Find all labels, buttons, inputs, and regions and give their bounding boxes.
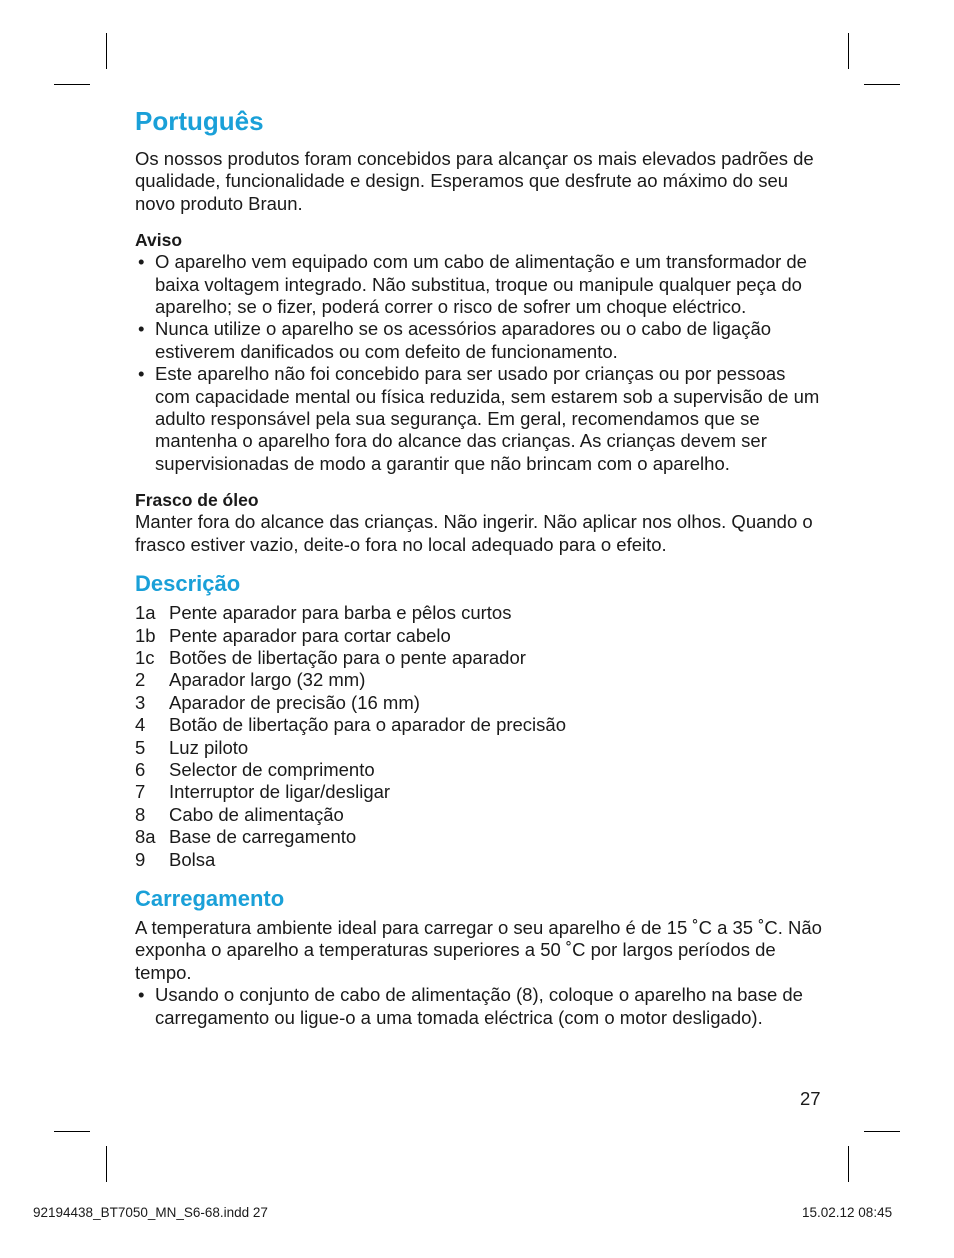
- part-label: Cabo de alimentação: [169, 803, 344, 825]
- part-number: 8a: [135, 826, 156, 848]
- list-item: [135, 714, 825, 736]
- crop-mark: [848, 33, 849, 69]
- part-number: 7: [135, 781, 146, 803]
- part-number: 1b: [135, 624, 156, 646]
- list-item: [135, 692, 825, 714]
- page-title: Português: [135, 106, 264, 136]
- list-item: [135, 625, 825, 647]
- footer-file: 92194438_BT7050_MN_S6-68.indd 27: [33, 1205, 268, 1220]
- warning-list: [135, 251, 825, 475]
- page-number: 27: [800, 1088, 821, 1109]
- page-content: [135, 104, 825, 1029]
- crop-mark: [864, 84, 900, 85]
- charging-paragraph: A temperatura ambiente ideal para carregar o seu aparelho é de 15 ˚C a 35 ˚C. Não exponha o aparelho a temperaturas superiores a 50 ˚C por largos períodos de tempo.: [135, 916, 822, 983]
- list-item-text: O aparelho vem equipado com um cabo de alimentação e um transformador de baixa voltagem integrado. Não substitua, troque ou manipule qualquer peça do aparelho; se o fizer, poderá correr o risco de sofrer um choque eléctrico.: [155, 251, 807, 318]
- charging-list: [135, 984, 825, 1029]
- list-item-text: Nunca utilize o aparelho se os acessórios aparadores ou o cabo de ligação estiverem danificados ou com defeito de funcionamento.: [155, 318, 772, 362]
- oil-paragraph: Manter fora do alcance das crianças. Não ingerir. Não aplicar nos olhos. Quando o frasco estiver vazio, deite-o fora no local adequado para o efeito.: [135, 511, 813, 555]
- intro-paragraph: Os nossos produtos foram concebidos para alcançar os mais elevados padrões de qualidade, funcionalidade e design. Esperamos que desfrute ao máximo do seu novo produto Braun.: [135, 148, 814, 214]
- part-label: Selector de comprimento: [169, 758, 375, 780]
- list-item: [135, 781, 825, 803]
- crop-mark: [54, 1131, 90, 1132]
- oil-heading: Frasco de óleo: [135, 490, 259, 511]
- list-item: [135, 669, 825, 691]
- part-number: 9: [135, 848, 146, 870]
- part-label: Bolsa: [169, 848, 216, 870]
- list-item: • Este aparelho não foi concebido para ser usado por crianças ou por pessoas com capacidade mental ou física reduzida, sem estarem sob a supervisão de um adulto responsável pela sua segurança. Em geral, recomendamos que se mantenha o aparelho fora do alcance das crianças. As crianças devem ser supervisionadas de modo a garantir que não brincam com o aparelho.: [138, 363, 820, 474]
- part-number: 3: [135, 691, 146, 713]
- part-label: Botões de libertação para o pente aparador: [169, 646, 526, 668]
- charging-heading: Carregamento: [135, 885, 285, 911]
- crop-mark: [864, 1131, 900, 1132]
- part-number: 1a: [135, 602, 156, 624]
- crop-mark: [106, 33, 107, 69]
- list-item: [135, 826, 825, 848]
- list-item: [135, 647, 825, 669]
- part-number: 5: [135, 736, 146, 758]
- part-label: Pente aparador para cortar cabelo: [169, 624, 451, 646]
- crop-mark: [848, 1146, 849, 1182]
- list-item: [135, 804, 825, 826]
- description-heading: Descrição: [135, 571, 241, 597]
- list-item: • O aparelho vem equipado com um cabo de alimentação e um transformador de baixa voltagem integrado. Não substitua, troque ou manipule qualquer peça do aparelho; se o fizer, poderá correr o risco de sofrer um choque eléctrico.: [138, 251, 807, 318]
- part-number: 6: [135, 758, 146, 780]
- list-item: [135, 759, 825, 781]
- parts-list: [135, 602, 825, 871]
- crop-mark: [106, 1146, 107, 1182]
- warning-heading: Aviso: [135, 230, 183, 251]
- list-item: [135, 602, 825, 624]
- part-label: Aparador largo (32 mm): [169, 669, 366, 691]
- part-label: Aparador de precisão (16 mm): [169, 691, 420, 713]
- part-label: Base de carregamento: [169, 826, 357, 848]
- list-item-text: Usando o conjunto de cabo de alimentação (8), coloque o aparelho na base de carregamento ou ligue-o a uma tomada eléctrica (com o motor desligado).: [155, 984, 803, 1028]
- part-label: Interruptor de ligar/desligar: [169, 781, 391, 803]
- list-item: [135, 737, 825, 759]
- part-number: 4: [135, 714, 146, 736]
- list-item: [135, 849, 825, 871]
- part-number: 2: [135, 669, 146, 691]
- part-label: Luz piloto: [169, 736, 249, 758]
- footer-date: 15.02.12 08:45: [802, 1205, 893, 1220]
- part-label: Pente aparador para barba e pêlos curtos: [169, 602, 512, 624]
- crop-mark: [54, 84, 90, 85]
- list-item: • Usando o conjunto de cabo de alimentação (8), coloque o aparelho na base de carregamento ou ligue-o a uma tomada eléctrica (com o motor desligado).: [138, 984, 803, 1028]
- part-number: 8: [135, 803, 146, 825]
- list-item: • Nunca utilize o aparelho se os acessórios aparadores ou o cabo de ligação estiverem danificados ou com defeito de funcionamento.: [138, 318, 772, 362]
- list-item-text: Este aparelho não foi concebido para ser usado por crianças ou por pessoas com capacidade mental ou física reduzida, sem estarem sob a supervisão de um adulto responsável pela sua segurança. Em geral, recomendamos que se mantenha o aparelho fora do alcance das crianças. As crianças devem ser supervisionadas de modo a garantir que não brincam com o aparelho.: [155, 363, 820, 474]
- part-number: 1c: [135, 646, 155, 668]
- part-label: Botão de libertação para o aparador de precisão: [169, 714, 566, 736]
